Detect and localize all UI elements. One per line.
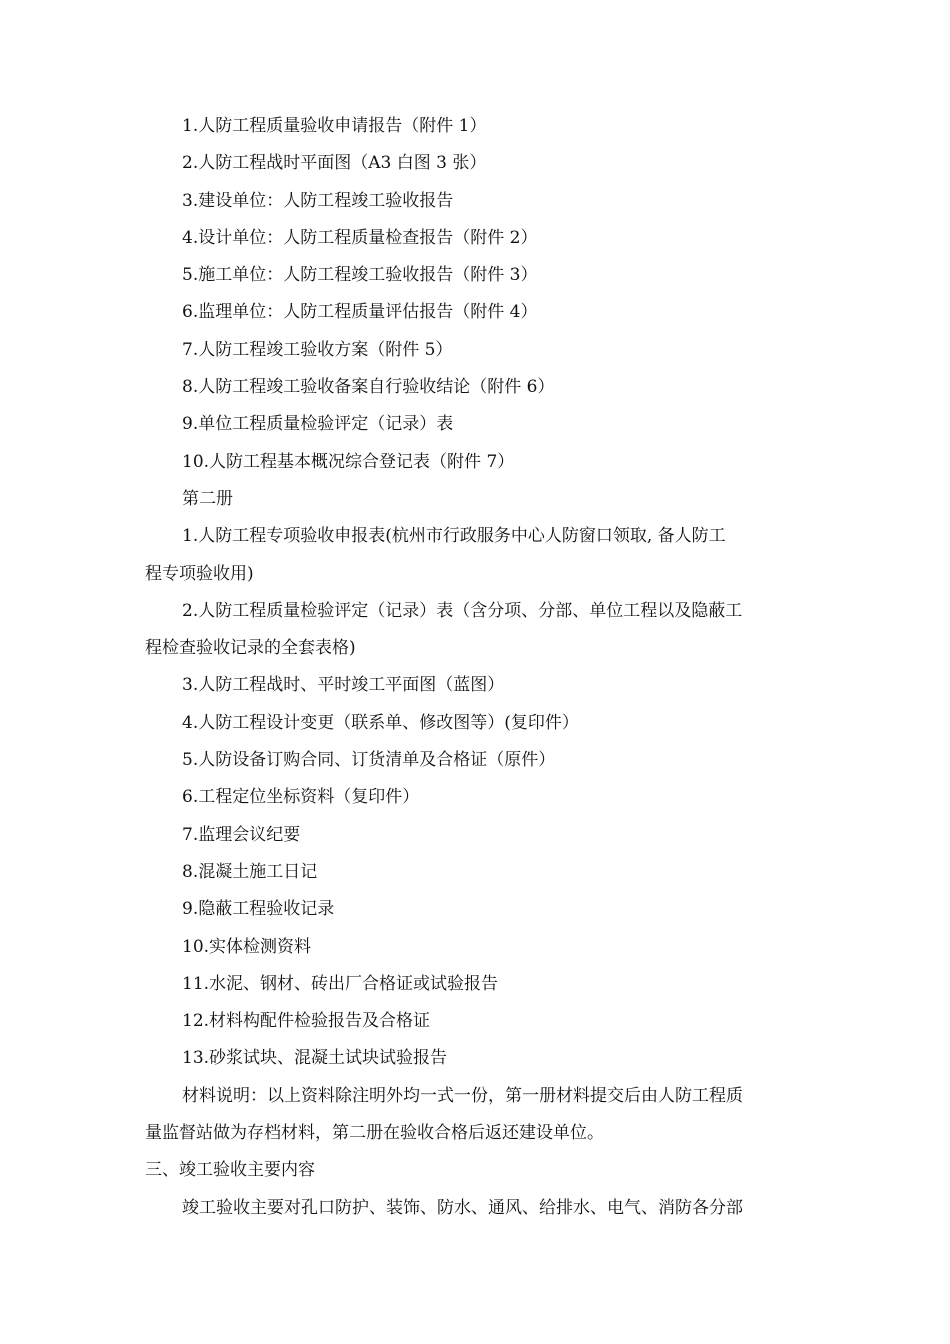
list-item: 4.人防工程设计变更（联系单、修改图等）(复印件） [182,712,579,733]
list-item: 3.建设单位：人防工程竣工验收报告 [182,190,454,211]
list-item: 9.单位工程质量检验评定（记录）表 [182,414,454,435]
list-item: 13.砂浆试块、混凝土试块试验报告 [182,1048,448,1069]
volume2-title: 第二册 [182,488,233,509]
list-item: 12.材料构配件检验报告及合格证 [182,1011,431,1032]
section-paragraph-line1: 竣工验收主要对孔口防护、装饰、防水、通风、给排水、电气、消防各分部 [182,1197,743,1218]
list-item: 7.人防工程竣工验收方案（附件 5） [182,339,453,360]
list-item: 6.工程定位坐标资料（复印件） [182,787,420,808]
list-item: 10.人防工程基本概况综合登记表（附件 7） [182,451,515,472]
section-heading: 三、竣工验收主要内容 [145,1160,315,1181]
list-item: 5.人防设备订购合同、订货清单及合格证（原件） [182,750,556,771]
list-item: 8.混凝土施工日记 [182,861,318,882]
list-item: 3.人防工程战时、平时竣工平面图（蓝图） [182,675,505,696]
list-item: 6.监理单位：人防工程质量评估报告（附件 4） [182,302,538,323]
list-item: 9.隐蔽工程验收记录 [182,899,335,920]
list-item-line2: 程检查验收记录的全套表格) [145,638,356,659]
list-item: 5.施工单位：人防工程竣工验收报告（附件 3） [182,265,538,286]
materials-note-line2: 量监督站做为存档材料，第二册在验收合格后返还建设单位。 [145,1123,604,1144]
list-item: 8.人防工程竣工验收备案自行验收结论（附件 6） [182,377,555,398]
document-body [145,108,808,1227]
list-item: 11.水泥、钢材、砖出厂合格证或试验报告 [182,973,499,994]
list-item-line1: 2.人防工程质量检验评定（记录）表（含分项、分部、单位工程以及隐蔽工 [182,600,743,621]
list-item: 2.人防工程战时平面图（A3 白图 3 张） [182,153,487,174]
list-item: 7.监理会议纪要 [182,824,301,845]
list-item: 1.人防工程质量验收申请报告（附件 1） [182,116,487,136]
list-item: 4.设计单位：人防工程质量检查报告（附件 2） [182,227,538,248]
list-item-line1: 1.人防工程专项验收申报表(杭州市行政服务中心人防窗口领取, 备人防工 [182,526,726,547]
list-item-line2: 程专项验收用) [145,563,254,584]
materials-note-line1: 材料说明：以上资料除注明外均一式一份，第一册材料提交后由人防工程质 [182,1085,743,1106]
list-item: 10.实体检测资料 [182,936,312,957]
